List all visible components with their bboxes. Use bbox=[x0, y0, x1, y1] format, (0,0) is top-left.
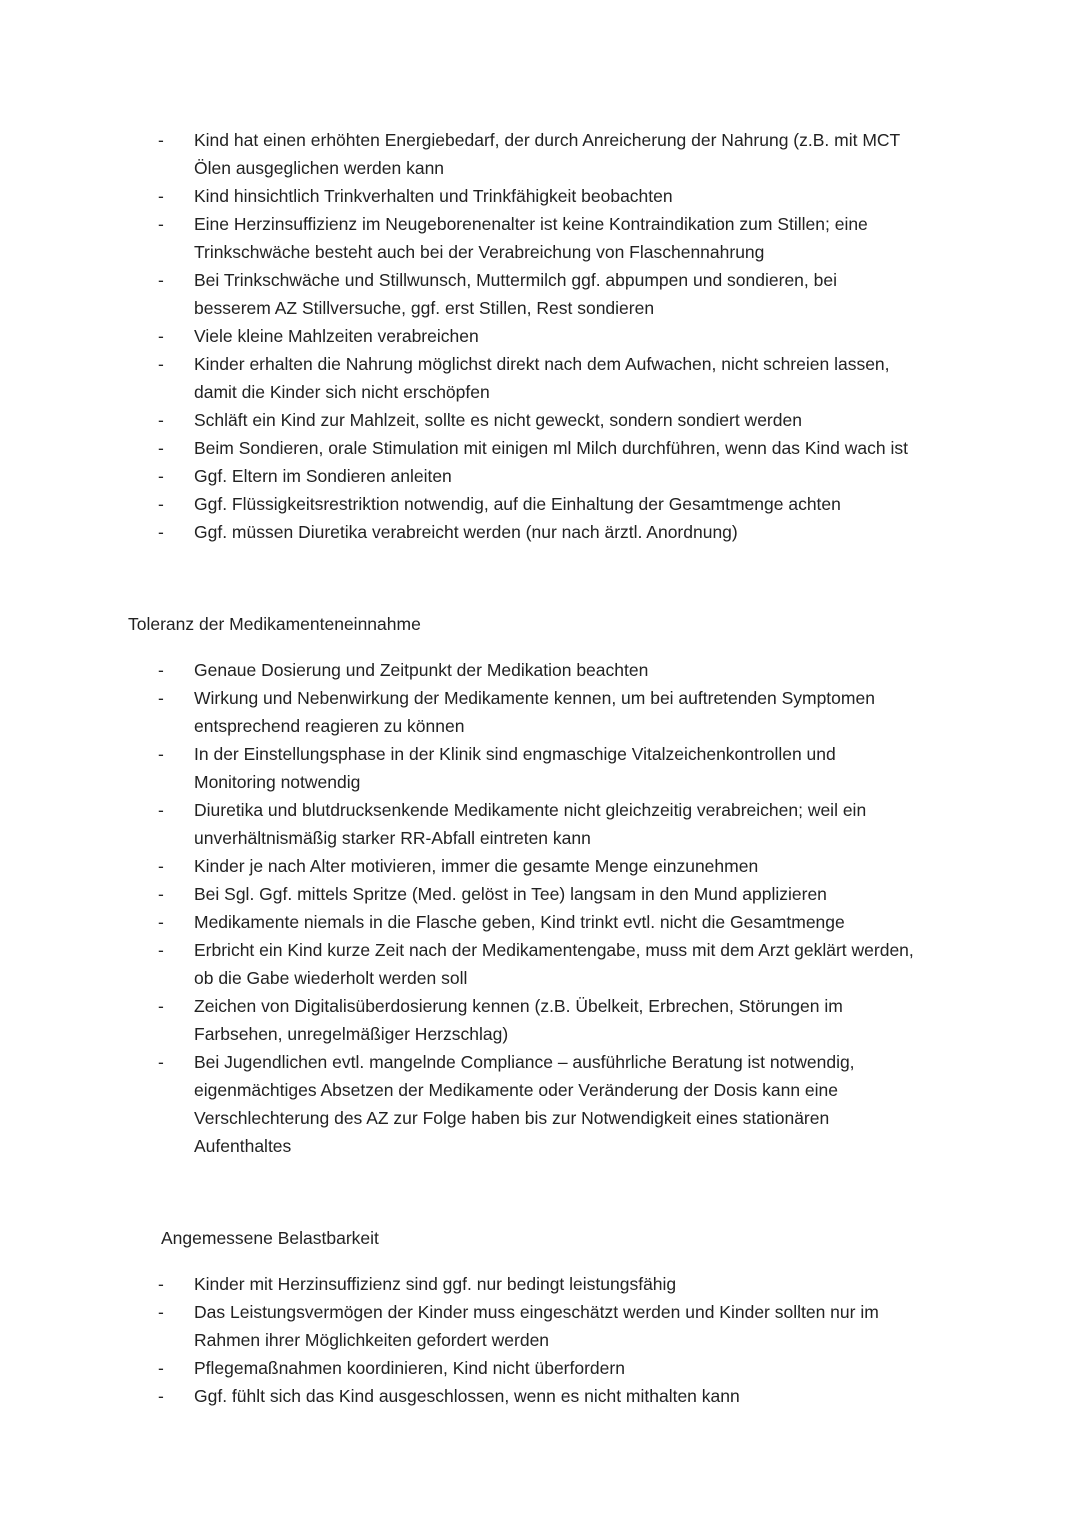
list-item-line: ob die Gabe wiederholt werden soll bbox=[194, 968, 468, 988]
list-item-line: Schläft ein Kind zur Mahlzeit, sollte es nicht geweckt, sondern sondiert werden bbox=[194, 410, 802, 430]
list-item bbox=[158, 210, 958, 266]
list-item-line: Beim Sondieren, orale Stimulation mit einigen ml Milch durchführen, wenn das Kind wach ist bbox=[194, 438, 908, 458]
list-item-line: Trinkschwäche besteht auch bei der Verabreichung von Flaschennahrung bbox=[194, 242, 765, 262]
list-item bbox=[158, 656, 958, 684]
dash-bullet: - bbox=[158, 270, 164, 290]
list-item bbox=[158, 1382, 958, 1410]
list-item-line: Pflegemaßnahmen koordinieren, Kind nicht überfordern bbox=[194, 1358, 625, 1378]
list-item-line: Farbsehen, unregelmäßiger Herzschlag) bbox=[194, 1024, 509, 1044]
list-item-line: Aufenthaltes bbox=[194, 1136, 292, 1156]
list-item bbox=[158, 406, 958, 434]
list-item-line: In der Einstellungsphase in der Klinik sind engmaschige Vitalzeichenkontrollen und bbox=[194, 744, 836, 764]
list-item-line: Erbricht ein Kind kurze Zeit nach der Medikamentengabe, muss mit dem Arzt geklärt werden, bbox=[194, 940, 914, 960]
list-item-line: Ggf. fühlt sich das Kind ausgeschlossen, wenn es nicht mithalten kann bbox=[194, 1386, 740, 1406]
dash-bullet: - bbox=[158, 884, 164, 904]
list-item bbox=[158, 490, 958, 518]
dash-bullet: - bbox=[158, 326, 164, 346]
dash-bullet: - bbox=[158, 1302, 164, 1322]
list-item-line: Medikamente niemals in die Flasche geben, Kind trinkt evtl. nicht die Gesamtmenge bbox=[194, 912, 845, 932]
list-item bbox=[158, 796, 958, 852]
list-item-line: Eine Herzinsuffizienz im Neugeborenenalter ist keine Kontraindikation zum Stillen; eine bbox=[194, 214, 868, 234]
dash-bullet: - bbox=[158, 214, 164, 234]
list-item-line: Ggf. müssen Diuretika verabreicht werden (nur nach ärztl. Anordnung) bbox=[194, 522, 738, 542]
list-item-line: Das Leistungsvermögen der Kinder muss eingeschätzt werden und Kinder sollten nur im bbox=[194, 1302, 879, 1322]
section-heading-medication: Toleranz der Medikamenteneinnahme bbox=[128, 614, 421, 634]
dash-bullet: - bbox=[158, 1052, 164, 1072]
list-item-line: Bei Trinkschwäche und Stillwunsch, Muttermilch ggf. abpumpen und sondieren, bei bbox=[194, 270, 837, 290]
dash-bullet: - bbox=[158, 130, 164, 150]
list-item-line: Viele kleine Mahlzeiten verabreichen bbox=[194, 326, 479, 346]
dash-bullet: - bbox=[158, 410, 164, 430]
list-item-line: Diuretika und blutdrucksenkende Medikamente nicht gleichzeitig verabreichen; weil ein bbox=[194, 800, 867, 820]
dash-bullet: - bbox=[158, 996, 164, 1016]
list-item-line: Verschlechterung des AZ zur Folge haben bis zur Notwendigkeit eines stationären bbox=[194, 1108, 830, 1128]
dash-bullet: - bbox=[158, 466, 164, 486]
dash-bullet: - bbox=[158, 660, 164, 680]
dash-bullet: - bbox=[158, 800, 164, 820]
list-item bbox=[158, 462, 958, 490]
dash-bullet: - bbox=[158, 522, 164, 542]
list-item-line: Wirkung und Nebenwirkung der Medikamente kennen, um bei auftretenden Symptomen bbox=[194, 688, 875, 708]
list-item bbox=[158, 1270, 958, 1298]
dash-bullet: - bbox=[158, 688, 164, 708]
list-item-line: entsprechend reagieren zu können bbox=[194, 716, 465, 736]
list-item bbox=[158, 1048, 958, 1160]
list-item bbox=[158, 350, 958, 406]
list-item bbox=[158, 1298, 958, 1354]
dash-bullet: - bbox=[158, 744, 164, 764]
list-item bbox=[158, 740, 958, 796]
dash-bullet: - bbox=[158, 494, 164, 514]
dash-bullet: - bbox=[158, 438, 164, 458]
list-item bbox=[158, 992, 958, 1048]
dash-bullet: - bbox=[158, 1358, 164, 1378]
dash-bullet: - bbox=[158, 354, 164, 374]
list-item bbox=[158, 880, 958, 908]
list-item-line: Monitoring notwendig bbox=[194, 772, 361, 792]
dash-bullet: - bbox=[158, 186, 164, 206]
list-item-line: Bei Sgl. Ggf. mittels Spritze (Med. gelöst in Tee) langsam in den Mund applizieren bbox=[194, 884, 827, 904]
list-item bbox=[158, 518, 958, 546]
dash-bullet: - bbox=[158, 856, 164, 876]
list-item bbox=[158, 322, 958, 350]
list-item-line: Bei Jugendlichen evtl. mangelnde Compliance – ausführliche Beratung ist notwendig, bbox=[194, 1052, 855, 1072]
list-item-line: Rahmen ihrer Möglichkeiten gefordert werden bbox=[194, 1330, 550, 1350]
list-item-line: Zeichen von Digitalisüberdosierung kennen (z.B. Übelkeit, Erbrechen, Störungen im bbox=[194, 996, 843, 1016]
list-item bbox=[158, 126, 958, 182]
medication-list bbox=[158, 656, 958, 1160]
list-item bbox=[158, 182, 958, 210]
dash-bullet: - bbox=[158, 1274, 164, 1294]
list-item bbox=[158, 936, 958, 992]
list-item-line: besserem AZ Stillversuche, ggf. erst Stillen, Rest sondieren bbox=[194, 298, 655, 318]
list-item-line: Ggf. Flüssigkeitsrestriktion notwendig, auf die Einhaltung der Gesamtmenge achten bbox=[194, 494, 841, 514]
list-item-line: Ölen ausgeglichen werden kann bbox=[194, 158, 445, 178]
list-item bbox=[158, 1354, 958, 1382]
dash-bullet: - bbox=[158, 912, 164, 932]
nutrition-list bbox=[158, 126, 958, 546]
list-item-line: Kinder je nach Alter motivieren, immer die gesamte Menge einzunehmen bbox=[194, 856, 759, 876]
list-item-line: unverhältnismäßig starker RR-Abfall eintreten kann bbox=[194, 828, 591, 848]
list-item-line: eigenmächtiges Absetzen der Medikamente oder Veränderung der Dosis kann eine bbox=[194, 1080, 839, 1100]
resilience-list bbox=[158, 1270, 958, 1410]
list-item bbox=[158, 684, 958, 740]
list-item-line: Kinder mit Herzinsuffizienz sind ggf. nur bedingt leistungsfähig bbox=[194, 1274, 677, 1294]
list-item-line: Kind hat einen erhöhten Energiebedarf, der durch Anreicherung der Nahrung (z.B. mit MCT bbox=[194, 130, 901, 150]
list-item-line: Genaue Dosierung und Zeitpunkt der Medikation beachten bbox=[194, 660, 649, 680]
list-item-line: Ggf. Eltern im Sondieren anleiten bbox=[194, 466, 452, 486]
list-item-line: Kinder erhalten die Nahrung möglichst direkt nach dem Aufwachen, nicht schreien lassen, bbox=[194, 354, 890, 374]
list-item bbox=[158, 434, 958, 462]
list-item bbox=[158, 908, 958, 936]
list-item-line: damit die Kinder sich nicht erschöpfen bbox=[194, 382, 490, 402]
dash-bullet: - bbox=[158, 1386, 164, 1406]
dash-bullet: - bbox=[158, 940, 164, 960]
list-item bbox=[158, 852, 958, 880]
section-heading-resilience: Angemessene Belastbarkeit bbox=[161, 1228, 379, 1248]
list-item-line: Kind hinsichtlich Trinkverhalten und Trinkfähigkeit beobachten bbox=[194, 186, 673, 206]
list-item bbox=[158, 266, 958, 322]
